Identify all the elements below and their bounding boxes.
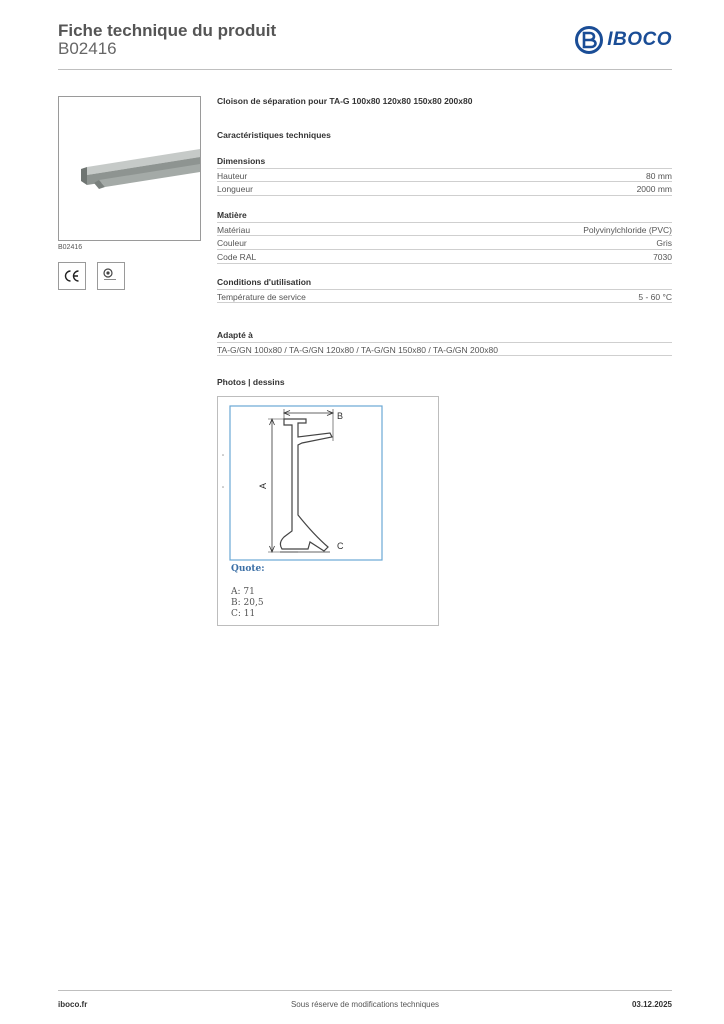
spec-row [217, 222, 672, 236]
quote-a: A: 71 [231, 587, 255, 597]
spec-row [217, 168, 672, 182]
profile-photo-graphic [59, 97, 200, 240]
spec-label: Hauteur [217, 171, 248, 181]
spec-row [217, 236, 672, 250]
page-footer [58, 990, 672, 1020]
conditions-title: Conditions d'utilisation [217, 277, 312, 287]
spec-value: 7030 [653, 252, 672, 262]
spec-value: 2000 mm [636, 184, 672, 194]
document-title: Fiche technique du produit [58, 21, 277, 40]
spec-label: Couleur [217, 238, 247, 248]
material-title: Matière [217, 210, 247, 220]
dim-a-label: A [258, 482, 268, 489]
adapted-title: Adapté à [217, 330, 253, 340]
dim-c-label: C [337, 541, 344, 551]
product-code: B02416 [58, 39, 117, 58]
ce-mark-icon [58, 262, 86, 290]
footer-website: iboco.fr [58, 1000, 88, 1009]
footer-date: 03.12.2025 [631, 1000, 672, 1009]
profile-drawing-graphic [218, 397, 438, 625]
spec-row [217, 289, 672, 303]
photos-title: Photos | dessins [217, 377, 285, 387]
technical-drawing [217, 396, 439, 626]
certification-icon [97, 262, 125, 290]
iboco-logo-icon [575, 26, 603, 54]
quote-title: Quote: [231, 564, 265, 574]
characteristics-title: Caractéristiques techniques [217, 130, 331, 140]
spec-label: Température de service [217, 292, 306, 302]
spec-row [217, 250, 672, 264]
product-name: Cloison de séparation pour TA-G 100x80 120x80 150x80 200x80 [217, 96, 473, 106]
spec-value: 80 mm [646, 171, 672, 181]
spec-value: 5 - 60 °C [638, 292, 672, 302]
page-header [58, 18, 672, 70]
spec-label: Longueur [217, 184, 253, 194]
spec-value: Polyvinylchloride (PVC) [583, 225, 672, 235]
image-caption: B02416 [58, 244, 83, 251]
spec-label: Code RAL [217, 252, 257, 262]
dim-b-label: B [337, 411, 344, 421]
product-image [58, 96, 201, 241]
adapted-row [217, 342, 672, 356]
quote-b: B: 20,5 [231, 598, 264, 608]
dimensions-title: Dimensions [217, 156, 266, 166]
footer-notice: Sous réserve de modifications techniques [290, 1000, 440, 1009]
spec-label: Matériau [217, 225, 251, 235]
adapted-text: TA-G/GN 100x80 / TA-G/GN 120x80 / TA-G/GN 150x80 / TA-G/GN 200x80 [217, 345, 498, 355]
iboco-logo [575, 26, 672, 54]
logo-text: IBOCO [607, 29, 672, 50]
spec-row [217, 182, 672, 196]
quote-c: C: 11 [231, 609, 256, 619]
spec-value: Gris [656, 238, 672, 248]
